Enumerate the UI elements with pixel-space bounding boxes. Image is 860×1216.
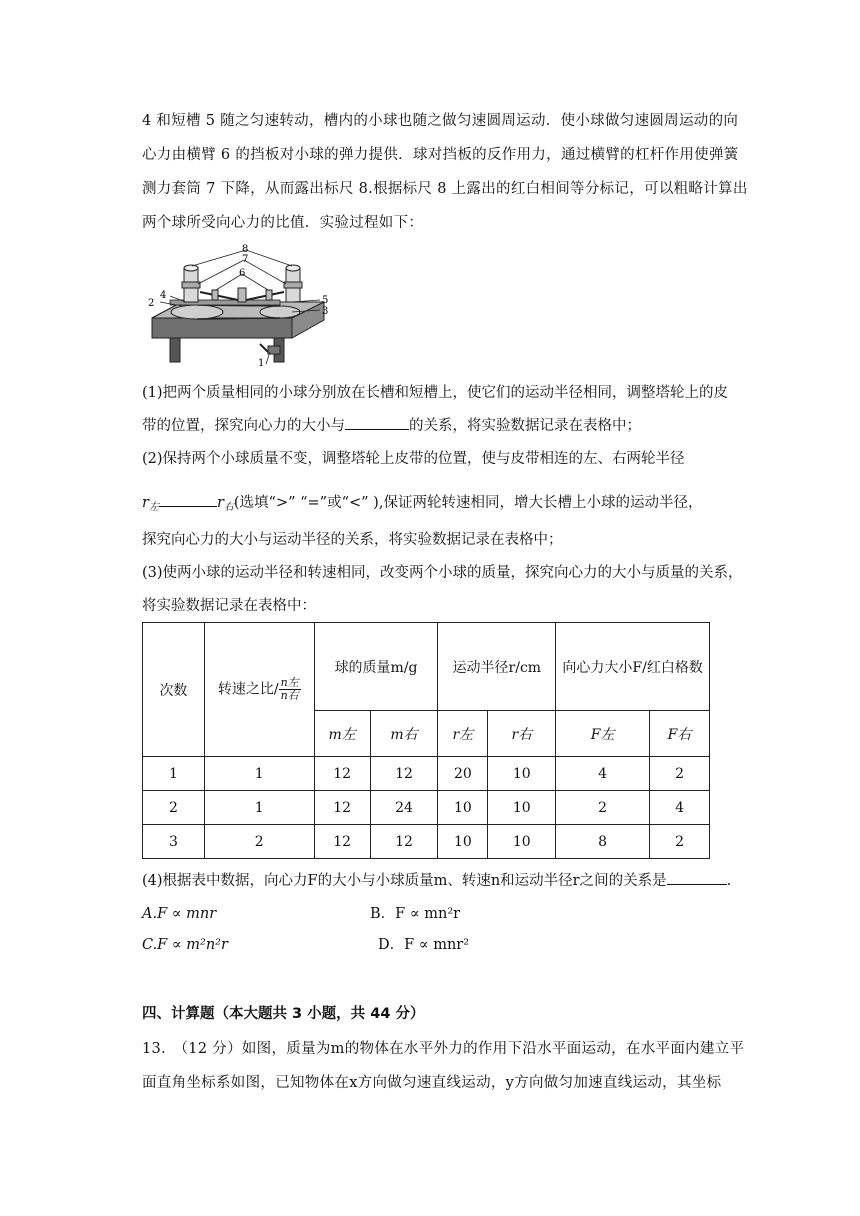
table-cell: 10 [488,791,556,825]
header-count: 次数 [143,623,205,757]
figure-label-4: 4 [160,290,167,301]
centripetal-apparatus-figure [142,240,332,372]
table-cell: 2 [650,825,710,859]
option-c[interactable]: C.F ∝ m²n²r [142,937,228,953]
table-row [143,825,710,859]
table-cell: 12 [370,825,438,859]
table-cell: 12 [314,791,370,825]
header-speed-ratio: 转速之比/ $\frac{\text{n左}}{\text{n右}}$ [204,623,314,757]
table-cell: 4 [650,791,710,825]
figure-label-1: 1 [258,358,265,369]
table-cell: 10 [438,825,488,859]
figure-label-7: 7 [242,254,249,265]
table-cell: 12 [314,825,370,859]
subheader-r-left: r左 [438,711,488,757]
table-cell: 2 [650,757,710,791]
option-d[interactable]: D．F ∝ mnr² [378,937,470,953]
subheader-r-right: r右 [488,711,556,757]
header-force: 向心力大小F/红白格数 [556,623,710,711]
figure-label-8: 8 [242,244,249,255]
table-cell: 1 [204,757,314,791]
step2-line3: 探究向心力的大小与运动半径的关系，将实验数据记录在表格中； [142,532,563,548]
table-cell: 3 [143,825,205,859]
subheader-f-right: F右 [650,711,710,757]
table-cell: 8 [556,825,650,859]
table-cell: 2 [143,791,205,825]
table-cell: 12 [314,757,370,791]
table-cell: 10 [438,791,488,825]
step1-line1: (1)把两个质量相同的小球分别放在长槽和短槽上，使它们的运动半径相同，调整塔轮上的皮 [142,385,729,401]
table-cell: 1 [143,757,205,791]
table-row [143,757,710,791]
table-cell: 10 [488,757,556,791]
figure-label-6: 6 [239,268,246,279]
table-cell: 2 [556,791,650,825]
table-row [143,791,710,825]
step3-line1: (3)使两小球的运动半径和转速相同，改变两个小球的质量，探究向心力的大小与质量的关系， [142,565,743,581]
question-13: 13. （12 分）如图，质量为m的物体在水平外力的作用下沿水平面运动，在水平面内建立平面直角坐标系如图，已知物体在x方向做匀速直线运动，y方向做匀加速直线运动，其坐标 [142,1041,745,1091]
figure-label-5: 5 [322,295,329,306]
subheader-m-left: m左 [314,711,370,757]
data-table [142,622,710,859]
table-cell: 4 [556,757,650,791]
table-cell: 12 [370,757,438,791]
answer-blank-2[interactable] [159,490,217,507]
step3-line2: 将实验数据记录在表格中： [142,598,316,614]
intro-paragraph: 4 和短槽 5 随之匀速转动，槽内的小球也随之做匀速圆周运动．使小球做匀速圆周运动的向心力由横臂 6 的挡板对小球的弹力提供．球对挡板的反作用力，通过横臂的杠杆作用使弹簧测力套筒 7 下降，从而露出标尺 8.根据标尺 8 上露出的红白相间等分标记，可以粗略计算出两个球所受向心力的比值．实验过程如下： [142,113,748,231]
table-cell: 20 [438,757,488,791]
figure-label-3: 3 [322,306,329,317]
step2-line1: (2)保持两个小球质量不变，调整塔轮上皮带的位置，使与皮带相连的左、右两轮半径 [142,451,685,467]
subheader-m-right: m右 [370,711,438,757]
step1-line2: 带的位置，探究向心力的大小与 的关系，将实验数据记录在表格中； [142,413,641,437]
figure-label-2: 2 [148,298,155,309]
table-cell: 2 [204,825,314,859]
step4-line: (4)根据表中数据，向心力F的大小与小球质量m、转速n和运动半径r之间的关系是 . [142,868,731,892]
header-radius: 运动半径r/cm [438,623,556,711]
answer-blank-3[interactable] [667,868,727,885]
table-cell: 1 [204,791,314,825]
header-mass: 球的质量m/g [314,623,438,711]
section-title: 四、计算题（本大题共 3 小题，共 44 分） [142,1006,425,1022]
table-cell: 24 [370,791,438,825]
subheader-f-left: F左 [556,711,650,757]
option-a[interactable]: A.F ∝ mnr [142,906,217,922]
step2-line2: $r_左$ $r_右$(选填“>” “=”或“<” ),保证两轮转速相同，增大长槽上小球的运动半径， [142,490,702,519]
answer-blank-1[interactable] [345,413,409,430]
table-cell: 10 [488,825,556,859]
option-b[interactable]: B．F ∝ mn²r [370,906,461,922]
